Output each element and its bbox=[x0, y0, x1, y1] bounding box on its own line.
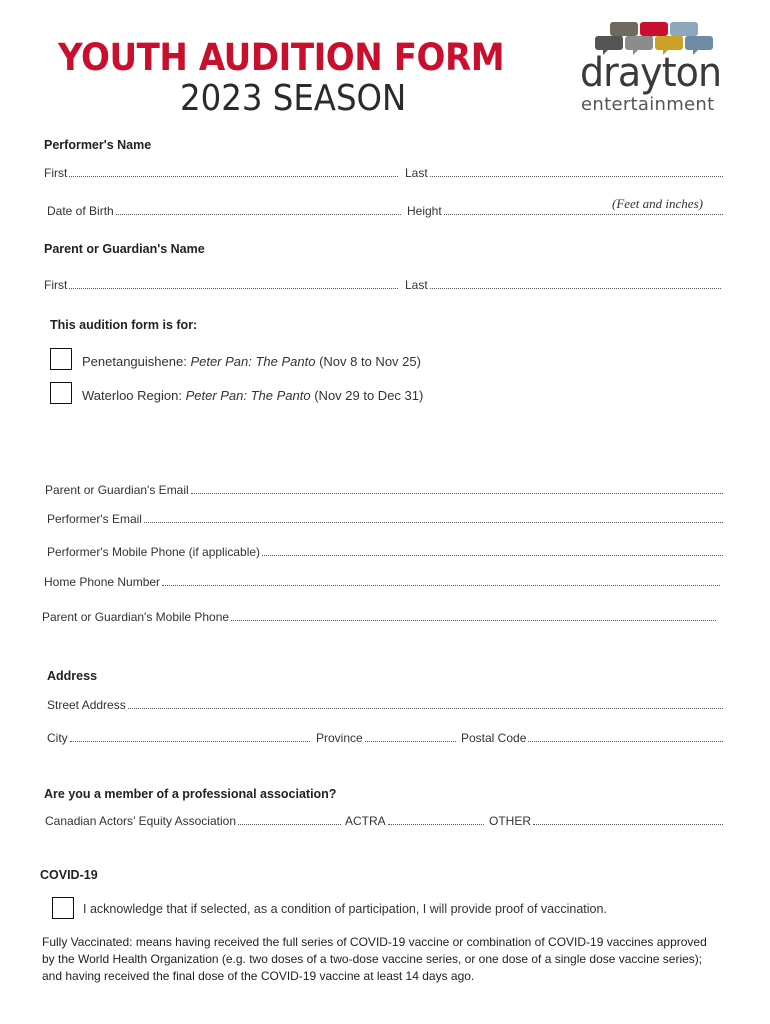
guardian-mobile-field[interactable] bbox=[42, 610, 718, 624]
guardian-name-heading: Parent or Guardian's Name bbox=[44, 242, 205, 256]
performer-email-label: Performer's Email bbox=[47, 512, 142, 526]
guardian-first-field[interactable] bbox=[44, 278, 400, 292]
guardian-last-field[interactable] bbox=[405, 278, 723, 292]
penetanguishene-show-title: Peter Pan: The Panto bbox=[190, 354, 316, 369]
performer-mobile-field[interactable] bbox=[47, 545, 725, 559]
performer-last-label: Last bbox=[405, 166, 428, 180]
performer-last-field[interactable] bbox=[405, 166, 725, 180]
covid-acknowledge-checkbox[interactable] bbox=[52, 897, 74, 919]
home-phone-label: Home Phone Number bbox=[44, 575, 161, 589]
covid-acknowledge-label: I acknowledge that if selected, as a condition of participation, I will provide proof of vaccination. bbox=[83, 902, 607, 916]
province-field[interactable] bbox=[316, 731, 458, 745]
guardian-first-label: First bbox=[44, 278, 68, 292]
penetanguishene-option-label: Penetanguishene: Peter Pan: The Panto (Nov 8 to Nov 25) bbox=[82, 354, 421, 369]
covid-heading: COVID-19 bbox=[40, 868, 98, 882]
equity-field[interactable] bbox=[45, 814, 343, 828]
performer-first-field[interactable] bbox=[44, 166, 400, 180]
street-address-label: Street Address bbox=[47, 698, 126, 712]
height-note: (Feet and inches) bbox=[612, 196, 703, 211]
address-heading: Address bbox=[47, 669, 98, 683]
performer-email-field[interactable] bbox=[47, 512, 725, 526]
association-heading: Are you a member of a professional association? bbox=[44, 787, 337, 801]
equity-label: Canadian Actors’ Equity Association bbox=[45, 814, 236, 828]
other-association-label: OTHER bbox=[489, 814, 531, 828]
guardian-mobile-label: Parent or Guardian's Mobile Phone bbox=[42, 610, 230, 624]
postal-code-field[interactable] bbox=[461, 731, 725, 745]
logo-wordmark: drayton bbox=[580, 50, 722, 96]
home-phone-field[interactable] bbox=[44, 575, 722, 589]
performer-mobile-label: Performer's Mobile Phone (if applicable) bbox=[47, 545, 261, 559]
height-label: Height bbox=[407, 204, 442, 218]
city-field[interactable] bbox=[47, 731, 312, 745]
performer-name-heading: Performer's Name bbox=[44, 138, 152, 152]
actra-field[interactable] bbox=[345, 814, 486, 828]
audition-for-heading: This audition form is for: bbox=[50, 318, 198, 332]
actra-label: ACTRA bbox=[345, 814, 386, 828]
vaccination-definition: Fully Vaccinated: means having received the full series of COVID-19 vaccine or combination of COVID-19 vaccines approved by the World Health Organization (e.g. two doses of a two-dose vaccine series, or one dose of a single dose vaccine series); and having received the final dose of the COVID-19 vaccine at least 14 days ago. bbox=[42, 935, 707, 983]
logo-subtitle: entertainment bbox=[581, 94, 715, 115]
postal-code-label: Postal Code bbox=[461, 731, 527, 745]
guardian-email-field[interactable] bbox=[45, 483, 725, 497]
guardian-email-label: Parent or Guardian's Email bbox=[45, 483, 189, 497]
penetanguishene-checkbox[interactable] bbox=[50, 348, 72, 370]
city-label: City bbox=[47, 731, 68, 745]
season-subtitle: 2023 SEASON bbox=[180, 78, 407, 119]
street-address-field[interactable] bbox=[47, 698, 725, 712]
guardian-last-label: Last bbox=[405, 278, 428, 292]
waterloo-checkbox[interactable] bbox=[50, 382, 72, 404]
waterloo-option-label: Waterloo Region: Peter Pan: The Panto (Nov 29 to Dec 31) bbox=[82, 388, 424, 403]
form-title: YOUTH AUDITION FORM bbox=[58, 36, 505, 79]
drayton-logo bbox=[578, 20, 728, 116]
province-label: Province bbox=[316, 731, 363, 745]
date-of-birth-field[interactable] bbox=[47, 204, 403, 218]
other-association-field[interactable] bbox=[489, 814, 725, 828]
performer-first-label: First bbox=[44, 166, 68, 180]
height-field[interactable] bbox=[407, 204, 725, 218]
date-of-birth-label: Date of Birth bbox=[47, 204, 114, 218]
waterloo-show-title: Peter Pan: The Panto bbox=[185, 388, 311, 403]
